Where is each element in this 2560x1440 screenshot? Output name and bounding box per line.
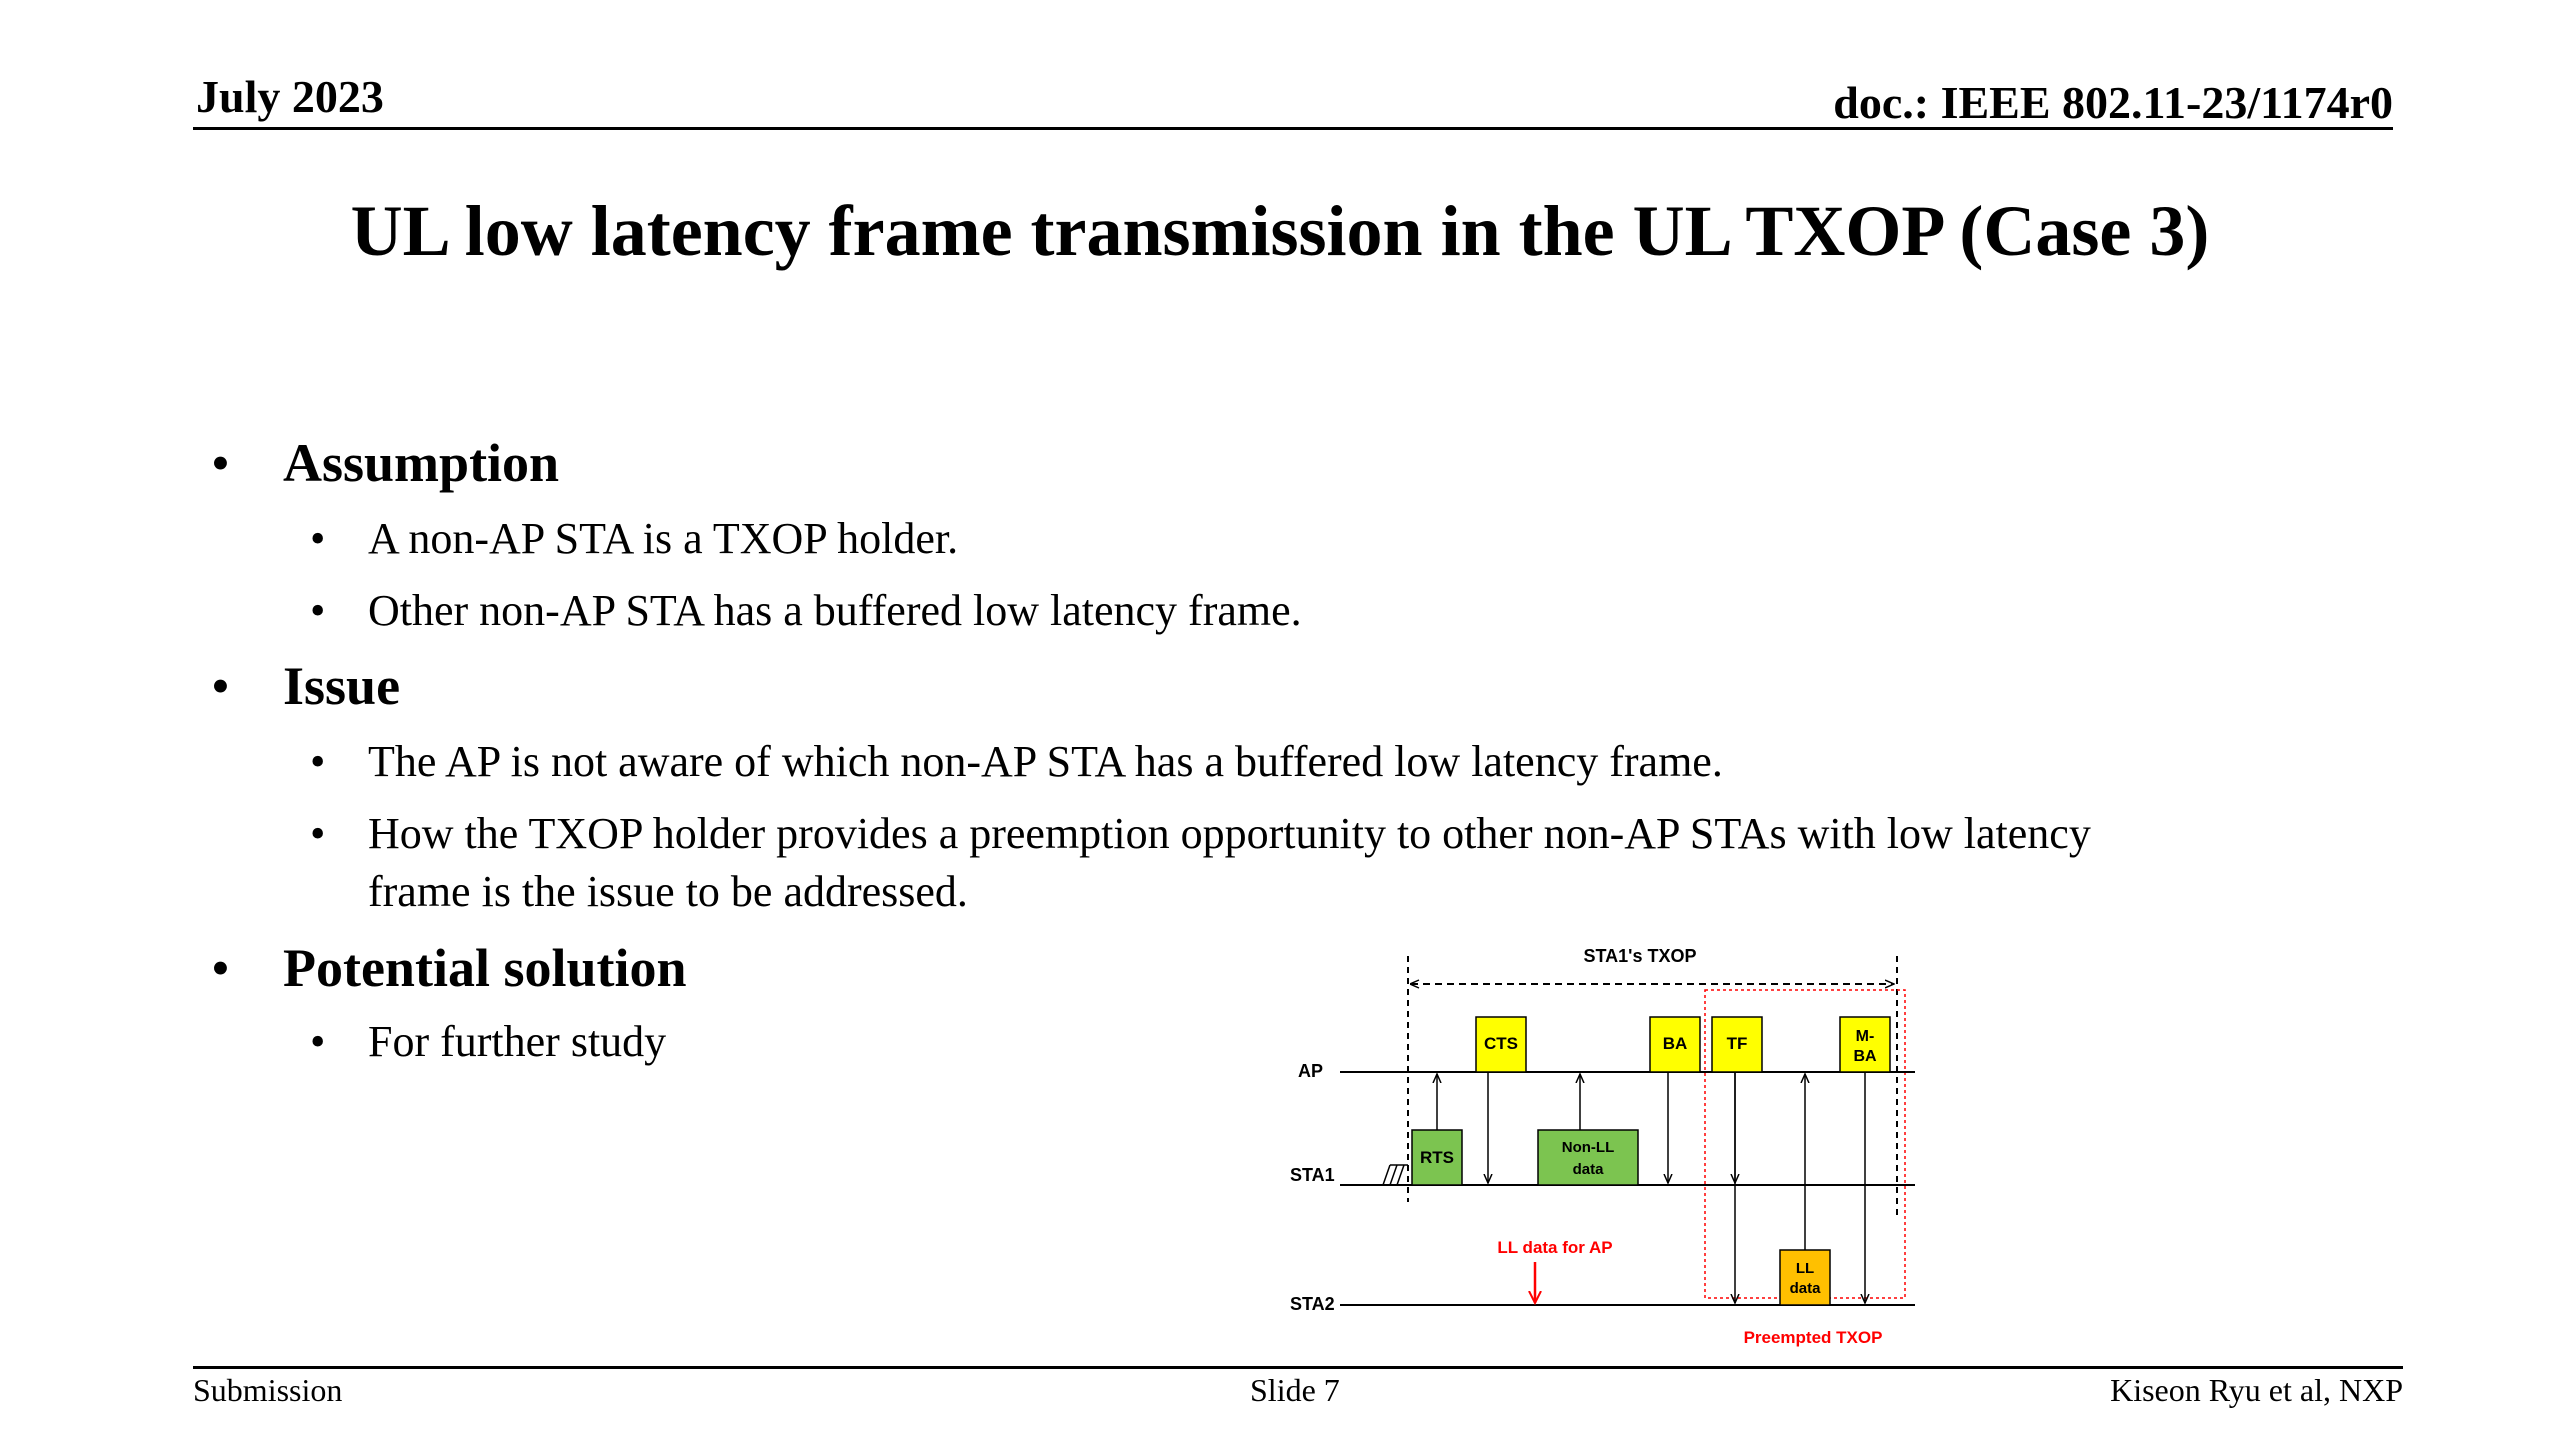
txop-label: STA1's TXOP — [1583, 946, 1697, 966]
header-date: July 2023 — [196, 71, 384, 122]
bullet-item-continuation: frame is the issue to be addressed. — [368, 867, 968, 916]
non-ll-label-line1: Non-LL — [1561, 1139, 1615, 1156]
row-label-sta1: STA1 — [1290, 1165, 1335, 1185]
row-label-ap: AP — [1298, 1061, 1324, 1081]
tf-label: TF — [1726, 1034, 1748, 1053]
bullet-heading-assumption: • Assumption — [211, 433, 560, 493]
bullet-dot: • — [211, 656, 230, 716]
row-label-sta2: STA2 — [1290, 1294, 1335, 1314]
ll-label-line1: LL — [1795, 1260, 1815, 1277]
ll-arrival-label: LL data for AP — [1497, 1238, 1613, 1257]
header-divider — [193, 127, 2393, 130]
header-doc-id: doc.: IEEE 802.11-23/1174r0 — [1833, 77, 2393, 128]
footer-divider — [193, 1366, 2403, 1369]
bullet-heading-issue: • Issue — [211, 656, 401, 716]
bullet-item: • How the TXOP holder provides a preemption opportunity to other non-AP STAs with low latency — [368, 805, 2091, 862]
m-ba-label-line1: M- — [1855, 1028, 1875, 1045]
bullet-dot: • — [310, 809, 326, 858]
footer-submission: Submission — [193, 1372, 343, 1408]
bullet-item: • The AP is not aware of which non-AP STA has a buffered low latency frame. — [368, 733, 1723, 790]
rts-label: RTS — [1420, 1148, 1454, 1167]
bullet-dot: • — [211, 938, 230, 998]
bullet-dot: • — [310, 514, 326, 563]
cts-label: CTS — [1484, 1034, 1518, 1053]
bullet-dot: • — [310, 1017, 326, 1066]
bullet-dot: • — [310, 737, 326, 786]
bullet-item: • For further study — [368, 1013, 666, 1070]
backoff-hatch — [1383, 1165, 1408, 1185]
txop-timing-diagram — [1280, 940, 1940, 1370]
slide-title: UL low latency frame transmission in the UL TXOP (Case 3) — [350, 191, 2210, 271]
footer-author: Kiseon Ryu et al, NXP — [2110, 1372, 2403, 1408]
m-ba-label-line2: BA — [1853, 1048, 1877, 1065]
preempted-txop-label: Preempted TXOP — [1743, 1328, 1883, 1347]
ll-label-line2: data — [1789, 1280, 1821, 1297]
bullet-dot: • — [211, 433, 230, 493]
footer-slide-number: Slide 7 — [1250, 1372, 1340, 1408]
ba-label: BA — [1662, 1034, 1688, 1053]
bullet-item: • Other non-AP STA has a buffered low latency frame. — [368, 582, 1302, 639]
bullet-dot: • — [310, 586, 326, 635]
bullet-heading-potential-solution: • Potential solution — [211, 938, 687, 998]
bullet-item: • A non-AP STA is a TXOP holder. — [368, 510, 958, 567]
non-ll-label-line2: data — [1572, 1161, 1604, 1178]
